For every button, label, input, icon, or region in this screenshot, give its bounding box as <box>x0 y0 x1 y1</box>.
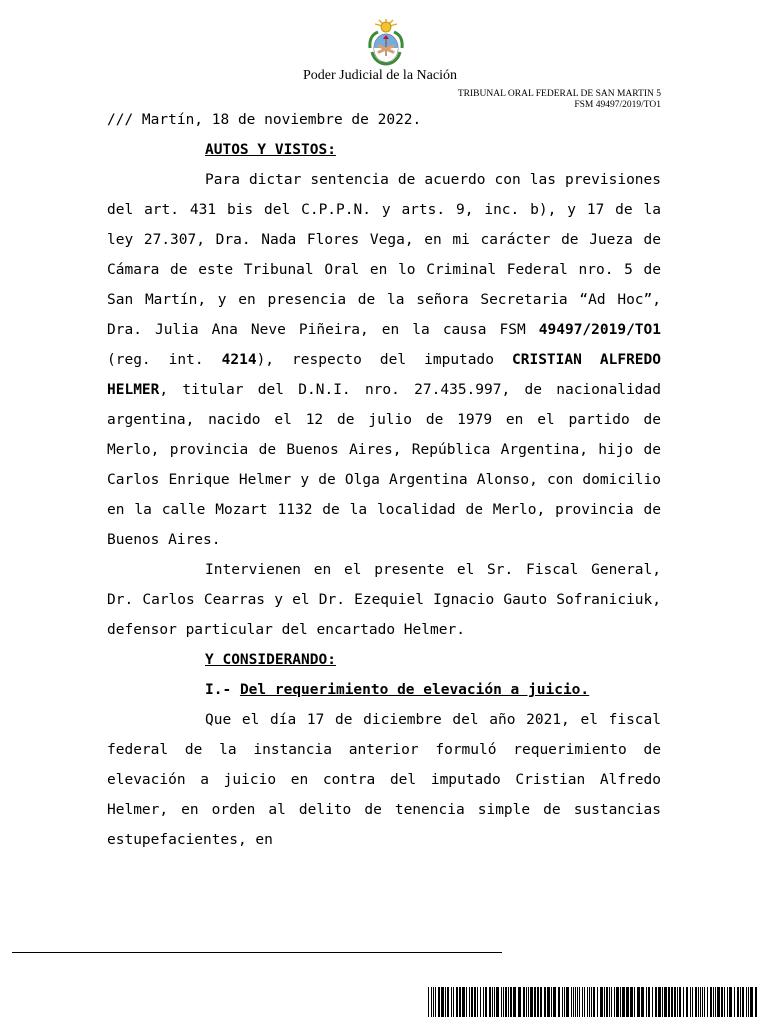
registry-number: 4214 <box>221 352 257 368</box>
barcode-bar <box>553 987 556 1017</box>
institution-name: Poder Judicial de la Nación <box>303 68 457 83</box>
barcode-bar <box>664 987 667 1017</box>
barcode-bar <box>510 987 512 1017</box>
argentina-coat-of-arms-icon <box>364 18 408 66</box>
barcode-bar <box>641 987 644 1017</box>
barcode-bar <box>456 987 458 1017</box>
barcode-bar <box>677 987 678 1017</box>
barcode-bar <box>526 987 527 1017</box>
barcode-bar <box>662 987 663 1017</box>
date-line: /// Martín, 18 de noviembre de 2022. <box>107 112 422 128</box>
barcode-bar <box>438 987 440 1017</box>
barcode-bar <box>435 987 436 1017</box>
barcode-bar <box>530 987 533 1017</box>
barcode-bar <box>571 987 572 1017</box>
barcode-bar <box>600 987 603 1017</box>
barcode-bar <box>724 987 725 1017</box>
barcode-bar <box>698 987 699 1017</box>
considerando-heading: Y CONSIDERANDO: <box>205 652 336 668</box>
barcode-bar <box>445 987 446 1017</box>
barcode-bar <box>575 987 576 1017</box>
section-title: Del requerimiento de elevación a juicio. <box>239 682 590 698</box>
barcode-bar <box>447 987 449 1017</box>
barcode-bar <box>544 987 546 1017</box>
court-name: TRIBUNAL ORAL FEDERAL DE SAN MARTIN 5 <box>457 89 661 99</box>
barcode-bar <box>737 987 739 1017</box>
barcode-bar <box>715 987 716 1017</box>
barcode-bar <box>700 987 701 1017</box>
barcode-bar <box>626 987 629 1017</box>
barcode-bar <box>433 987 434 1017</box>
text-run: (reg. int. <box>107 352 222 368</box>
barcode-bar <box>634 987 635 1017</box>
barcode-bar <box>622 987 625 1017</box>
barcode-bar <box>534 987 536 1017</box>
barcode-bar <box>431 987 432 1017</box>
barcode-bar <box>518 987 521 1017</box>
barcode-bar <box>591 987 592 1017</box>
section-number: I.- <box>205 682 232 698</box>
barcode-bar <box>451 987 452 1017</box>
paragraph-parties <box>107 165 661 555</box>
barcode-bar <box>750 987 753 1017</box>
barcode-bar <box>637 987 640 1017</box>
barcode-bar <box>441 987 444 1017</box>
barcode-bar <box>686 987 688 1017</box>
barcode-bar <box>655 987 657 1017</box>
barcode-bar <box>717 987 720 1017</box>
barcode-bar <box>462 987 465 1017</box>
barcode-bar <box>611 987 612 1017</box>
barcode-bar <box>707 987 708 1017</box>
barcode-bar <box>577 987 578 1017</box>
barcode-bar <box>501 987 502 1017</box>
barcode-bar <box>566 987 569 1017</box>
barcode-bar <box>679 987 681 1017</box>
barcode-bar <box>692 987 693 1017</box>
barcode-bar <box>508 987 509 1017</box>
barcode-bar <box>710 987 712 1017</box>
footer-divider <box>12 952 502 953</box>
barcode-icon <box>428 987 758 1017</box>
barcode-bar <box>489 987 491 1017</box>
barcode-bar <box>587 987 588 1017</box>
barcode-bar <box>609 987 610 1017</box>
barcode-bar <box>505 987 507 1017</box>
barcode-bar <box>528 987 529 1017</box>
barcode-bar <box>547 987 550 1017</box>
barcode-bar <box>562 987 563 1017</box>
barcode-bar <box>453 987 454 1017</box>
section-heading <box>107 675 661 705</box>
barcode-bar <box>503 987 504 1017</box>
barcode-bar <box>690 987 691 1017</box>
barcode-bar <box>474 987 476 1017</box>
paragraph-requerimiento: Que el día 17 de diciembre del año 2021, el fiscal federal de la instancia anterior formuló requerimiento de elevación a juicio en contra del imputado Cristian Alfredo Helmer, en orden al delito de tenencia simple de sustancias estupefacientes, en <box>107 712 661 848</box>
defendant-name: CRISTIAN ALFREDO HELMER <box>107 352 661 398</box>
barcode-bar <box>606 987 608 1017</box>
text-run: Para dictar sentencia de acuerdo con las previsiones del art. 431 bis del C.P.P.N. y arts. 9, inc. b), y 17 de la ley 27.307, Dra. Nada Flores Vega, en mi carácter de Jueza de Cámara de este Tribunal Oral en lo Criminal Federal nro. 5 de San Martín, y en presencia de la señora Secretaria “Ad Hoc”, Dra. Julia Ana Neve Piñeira, en la causa FSM <box>107 172 661 338</box>
barcode-bar <box>597 987 598 1017</box>
barcode-bar <box>551 987 552 1017</box>
barcode-bar <box>658 987 661 1017</box>
text-run: , titular del D.N.I. nro. 27.435.997, de nacionalidad argentina, nacido el 12 de julio de 1979 en el partido de Merlo, provincia de Buenos Aires, República Argentina, hijo de Carlos Enrique Helmer y de Olga Argentina Alonso, con domicilio en la calle Mozart 1132 de la localidad de Merlo, provincia de Buenos Aires. <box>107 382 661 548</box>
text-run: ), respecto del imputado <box>256 352 513 368</box>
barcode-bar <box>477 987 478 1017</box>
barcode-bar <box>702 987 703 1017</box>
barcode-bar <box>492 987 493 1017</box>
case-reference: FSM 49497/2019/TO1 <box>574 100 661 110</box>
barcode-bar <box>683 987 684 1017</box>
barcode-bar <box>564 987 565 1017</box>
barcode-bar <box>713 987 714 1017</box>
barcode-bar <box>674 987 676 1017</box>
barcode-bar <box>537 987 539 1017</box>
barcode-bar <box>573 987 574 1017</box>
autos-heading: AUTOS Y VISTOS: <box>205 142 336 158</box>
barcode-bar <box>668 987 670 1017</box>
barcode-bar <box>584 987 585 1017</box>
barcode-bar <box>469 987 470 1017</box>
barcode-bar <box>630 987 633 1017</box>
barcode-bar <box>671 987 673 1017</box>
barcode-bar <box>496 987 499 1017</box>
barcode-bar <box>704 987 705 1017</box>
barcode-bar <box>652 987 653 1017</box>
paragraph-intervenors: Intervienen en el presente el Sr. Fiscal General, Dr. Carlos Cearras y el Dr. Ezequiel Ignacio Gauto Sofraniciuk, defensor particular del encartado Helmer. <box>107 562 661 638</box>
barcode-bar <box>513 987 516 1017</box>
barcode-bar <box>582 987 583 1017</box>
barcode-bar <box>620 987 621 1017</box>
barcode-bar <box>480 987 481 1017</box>
barcode-bar <box>740 987 741 1017</box>
barcode-bar <box>523 987 525 1017</box>
barcode-bar <box>459 987 461 1017</box>
barcode-bar <box>558 987 560 1017</box>
barcode-bar <box>729 987 732 1017</box>
barcode-bar <box>727 987 728 1017</box>
case-number: 49497/2019/TO1 <box>538 322 661 338</box>
barcode-bar <box>604 987 605 1017</box>
barcode-bar <box>755 987 757 1017</box>
barcode-bar <box>748 987 749 1017</box>
barcode-bar <box>540 987 542 1017</box>
barcode-bar <box>721 987 723 1017</box>
barcode-bar <box>428 987 429 1017</box>
barcode-bar <box>616 987 619 1017</box>
barcode-bar <box>466 987 467 1017</box>
barcode-bar <box>485 987 487 1017</box>
barcode-bar <box>695 987 697 1017</box>
barcode-bar <box>471 987 473 1017</box>
barcode-bar <box>746 987 747 1017</box>
barcode-bar <box>494 987 495 1017</box>
barcode-bar <box>742 987 744 1017</box>
barcode-bar <box>579 987 580 1017</box>
barcode-bar <box>614 987 615 1017</box>
barcode-bar <box>646 987 647 1017</box>
barcode-bar <box>483 987 484 1017</box>
barcode-bar <box>593 987 595 1017</box>
barcode-bar <box>734 987 735 1017</box>
barcode-bar <box>648 987 650 1017</box>
document-body <box>107 105 661 855</box>
barcode-bar <box>589 987 590 1017</box>
